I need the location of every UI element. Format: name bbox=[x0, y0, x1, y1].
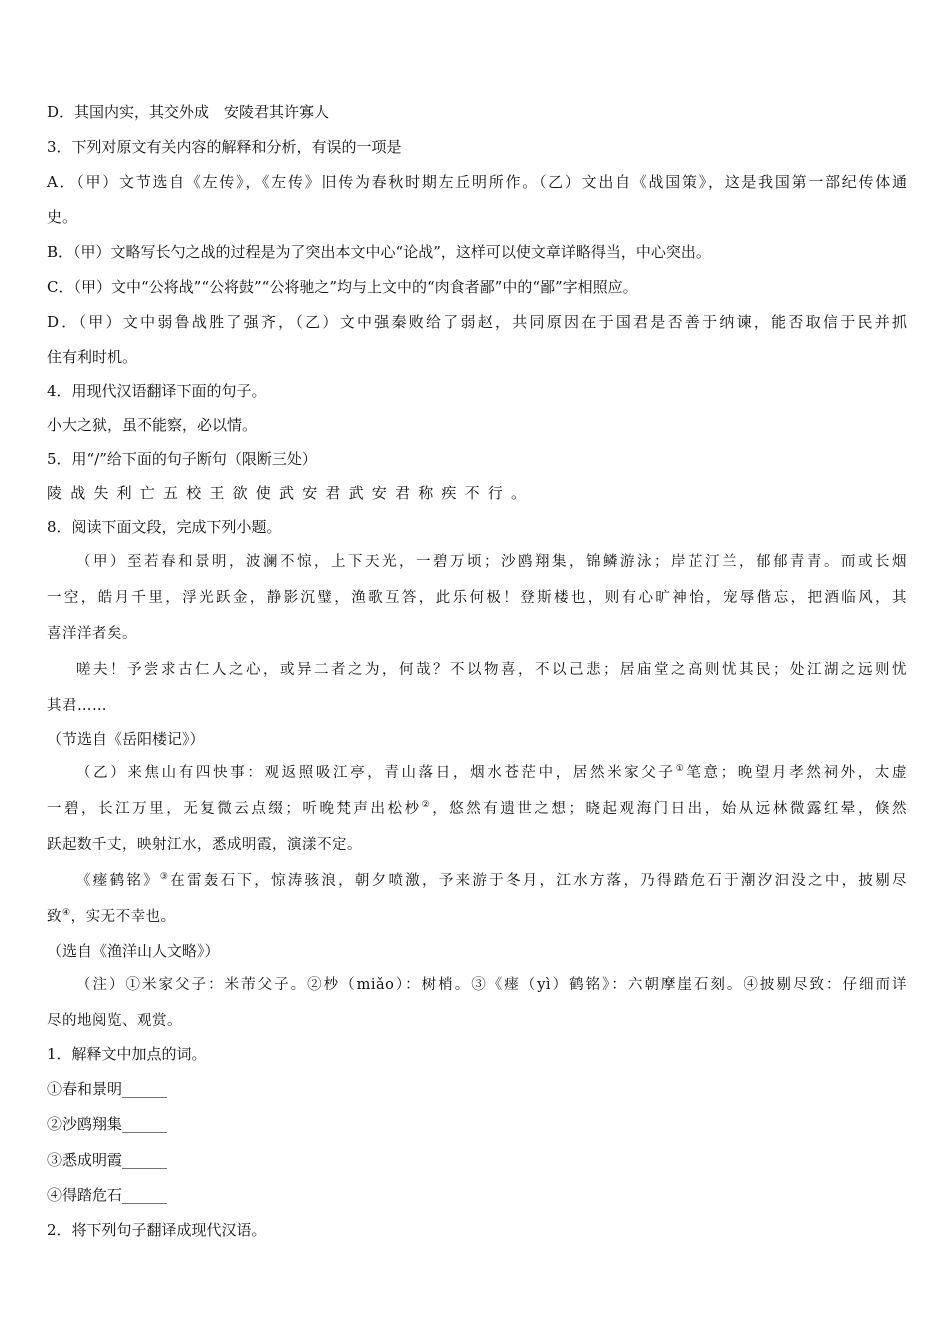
question-3: 3．下列对原文有关内容的解释和分析，有误的一项是 bbox=[47, 138, 402, 156]
passage-yi-line2: 一碧，长江万里，无复微云点缀；听晚梵声出松杪②，悠然有遗世之想；晓起观海门日出，始从远林微露红晕，倏然 bbox=[47, 800, 907, 817]
option-b-q3: B．（甲）文略写长勺之战的过程是为了突出本文中心“论战”，这样可以使文章详略得当，中心突出。 bbox=[47, 243, 711, 261]
subquestion-2: 2．将下列句子翻译成现代汉语。 bbox=[47, 1221, 267, 1239]
subquestion-1-item1: ①春和景明______ bbox=[47, 1080, 168, 1098]
passage-yi-line3: 跃起数千丈，映射江水，悉成明霞，演漾不定。 bbox=[47, 837, 362, 853]
option-a-q3-line2: 史。 bbox=[47, 208, 78, 226]
source-yueyanglou: （节选自《岳阳楼记》） bbox=[47, 730, 205, 748]
question-4-sentence: 小大之狱，虽不能察，必以情。 bbox=[47, 416, 258, 434]
passage-yi-line5: 致④，实无不幸也。 bbox=[47, 908, 176, 925]
passage-jia-line3: 喜洋洋者矣。 bbox=[47, 626, 137, 642]
notes-line1: （注）①米家父子：米芾父子。②杪（miǎo）：树梢。③《瘗（yì）鹤铭》：六朝摩崖石刻。④披剔尽致：仔细而详 bbox=[76, 977, 907, 993]
notes-line2: 尽的地阅览、观赏。 bbox=[47, 1013, 182, 1029]
question-5-sentence: 陵战失利亡五校王欲使武安君武安君称疾不行。 bbox=[47, 484, 535, 502]
source-yuyang: （选自《渔洋山人文略》） bbox=[47, 942, 220, 960]
subquestion-1-item3: ③悉成明霞______ bbox=[47, 1151, 168, 1169]
passage-jia-line1: （甲）至若春和景明，波澜不惊，上下天光，一碧万顷；沙鸥翔集，锦鳞游泳；岸芷汀兰，郁郁青青。而或长烟 bbox=[76, 554, 907, 570]
subquestion-1-item2: ②沙鸥翔集______ bbox=[47, 1115, 168, 1133]
option-c-q3: C．（甲）文中“公将战”“公将鼓”“公将驰之”均与上文中的“肉食者鄙”中的“鄙”字相照应。 bbox=[47, 278, 638, 296]
question-5: 5．用“/”给下面的句子断句（限断三处） bbox=[47, 450, 317, 468]
passage-yi-line4: 《瘗鹤铭》③在雷轰石下，惊涛骇浪，朝夕喷激，予来游于冬月，江水方落，乃得踏危石于潮汐汩没之中，披剔尽 bbox=[76, 872, 907, 889]
option-d-q2: D．其国内实，其交外成 安陵君其许寡人 bbox=[47, 103, 330, 121]
subquestion-1-item4: ④得踏危石______ bbox=[47, 1186, 168, 1204]
passage-jia-line4: 嗟夫！予尝求古仁人之心，或异二者之为，何哉？不以物喜，不以己悲；居庙堂之高则忧其民；处江湖之远则忧 bbox=[76, 662, 907, 678]
subquestion-1: 1．解释文中加点的词。 bbox=[47, 1045, 207, 1063]
option-d-q3-line1: D．（甲）文中弱鲁战胜了强齐，（乙）文中强秦败给了弱赵，共同原因在于国君是否善于纳谏，能否取信于民并抓 bbox=[47, 313, 907, 331]
passage-jia-line2: 一空，皓月千里，浮光跃金，静影沉璧，渔歌互答，此乐何极！登斯楼也，则有心旷神怡，宠辱偕忘，把酒临风，其 bbox=[47, 590, 907, 606]
question-4: 4．用现代汉语翻译下面的句子。 bbox=[47, 382, 267, 400]
question-8: 8．阅读下面文段，完成下列小题。 bbox=[47, 518, 282, 536]
passage-yi-line1: （乙）来焦山有四快事：观返照吸江亭，青山落日，烟水苍茫中，居然米家父子①笔意；晚望月孝然祠外，太虚 bbox=[76, 764, 907, 781]
option-a-q3-line1: A．（甲）文节选自《左传》，《左传》旧传为春秋时期左丘明所作。（乙）文出自《战国策》，这是我国第一部纪传体通 bbox=[47, 173, 907, 191]
option-d-q3-line2: 住有利时机。 bbox=[47, 348, 138, 366]
passage-jia-line5: 其君…… bbox=[47, 698, 107, 714]
